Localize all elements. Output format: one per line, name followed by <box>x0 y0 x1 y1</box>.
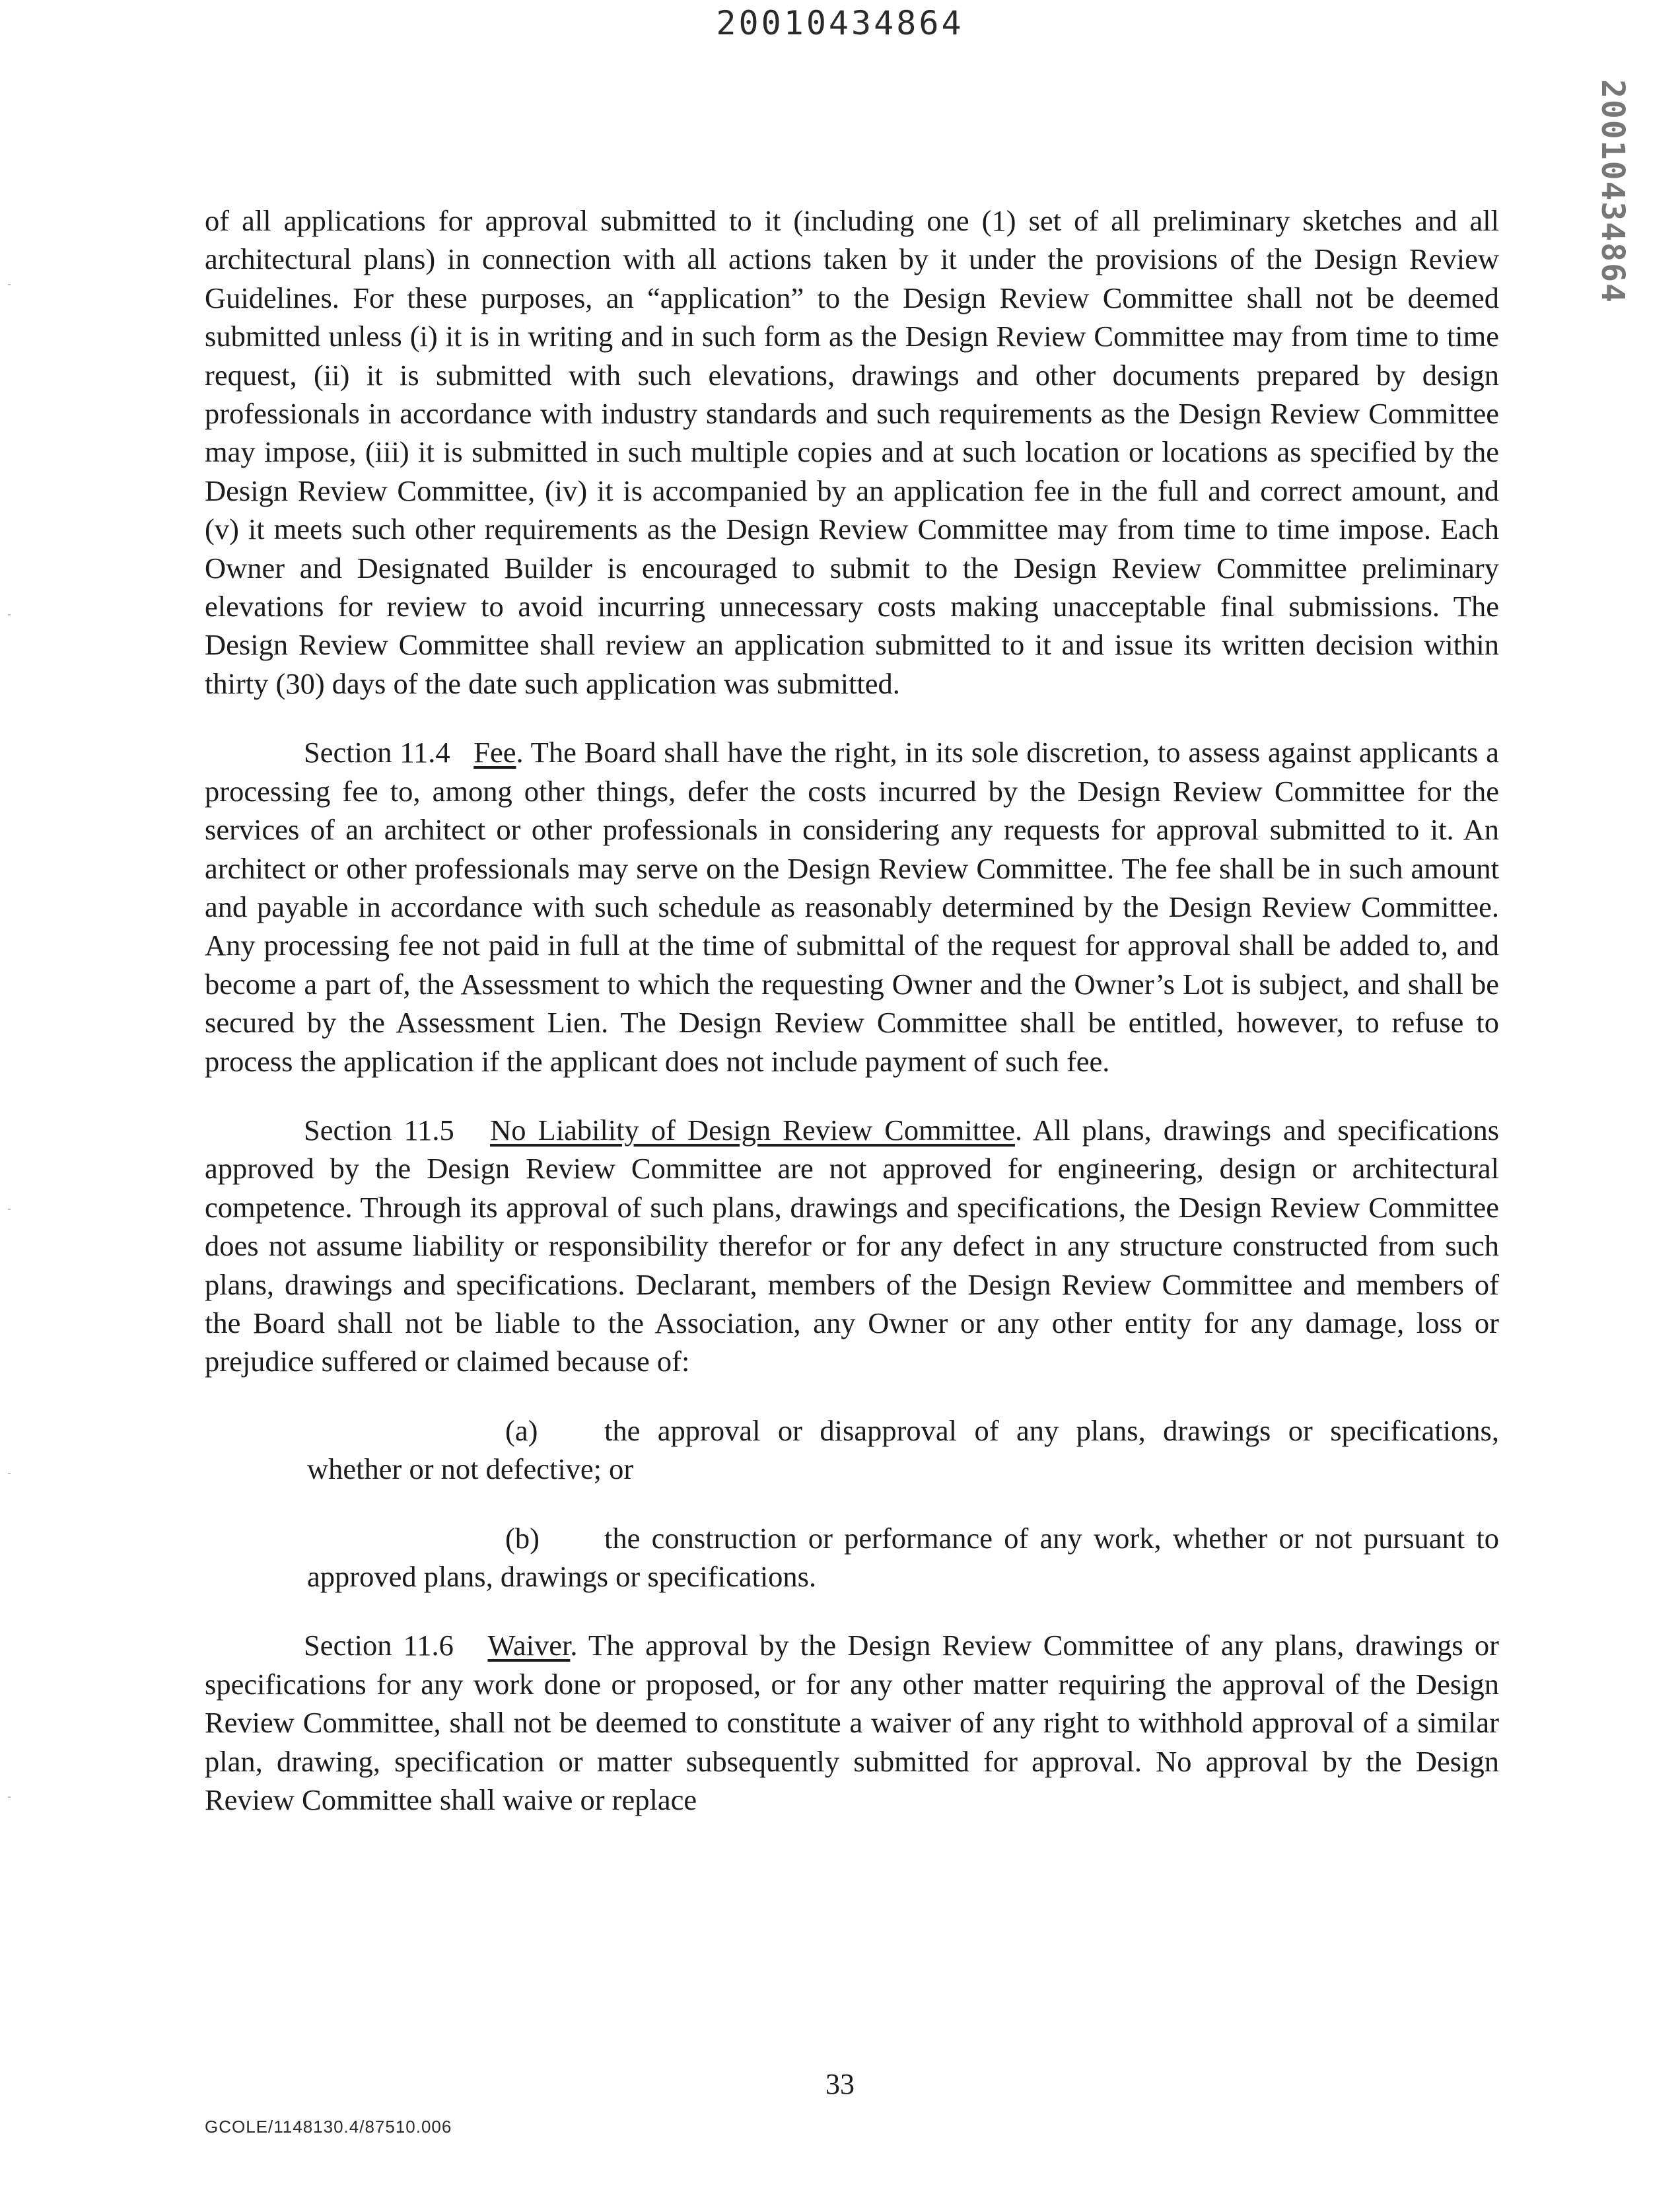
document-body <box>205 201 1499 1819</box>
document-code: GCOLE/1148130.4/87510.006 <box>205 2117 452 2137</box>
side-recording-stamp: 20010434864 <box>1594 79 1631 304</box>
list-item-a-letter: (a) <box>505 1413 538 1447</box>
section-11-4-title: Fee <box>473 736 516 769</box>
scan-mark <box>8 614 11 616</box>
document-number: 20010434864 <box>716 4 964 42</box>
section-11-5-text: . All plans, drawings and specifications approved by the Design Review Committee are not approved for engineering, design or architectural competence. Through its approval of such plans, drawings and specifications, the Design Review Committee does not assume liability or responsibility therefor or for any defect in any structure constructed from such plans, drawings and specifications. Declarant, members of the Design Review Committee and members of the Board shall not be liable to the Association, any Owner or any other entity for any damage, loss or prejudice suffered or claimed because of: <box>205 1113 1500 1378</box>
list-item-b-text: the construction or performance of any work, whether or not pursuant to approved plans, drawings or specifications. <box>307 1521 1499 1593</box>
section-11-6-paragraph <box>205 1626 1499 1819</box>
section-11-6-title: Waiver <box>487 1629 571 1662</box>
section-11-4-text: . The Board shall have the right, in its sole discretion, to assess against applicants a processing fee to, among other things, defer the costs incurred by the Design Review Committee for the services of an architect or other professionals in considering any requests for approval submitted to it. An architect or other professionals may serve on the Design Review Committee. The fee shall be in such amount and payable in accordance with such schedule as reasonably determined by the Design Review Committee. Any processing fee not paid in full at the time of submittal of the request for approval shall be added to, and become a part of, the Assessment to which the requesting Owner and the Owner’s Lot is subject, and shall be secured by the Assessment Lien. The Design Review Committee shall be entitled, however, to refuse to process the application if the applicant does not include payment of such fee. <box>205 736 1500 1078</box>
list-item-a-text: the approval or disapproval of any plans, drawings or specifications, whether or not defective; or <box>307 1413 1499 1486</box>
section-11-6-label: Section 11.6 <box>304 1629 454 1662</box>
list-item-b-letter: (b) <box>505 1521 540 1555</box>
section-11-5-label: Section 11.5 <box>304 1113 454 1147</box>
section-11-5-paragraph <box>205 1111 1499 1381</box>
page-number: 33 <box>825 2068 855 2100</box>
scan-mark <box>8 1796 11 1798</box>
section-11-6-text: . The approval by the Design Review Committee of any plans, drawings or specifications for any work done or proposed, or for any other matter requiring the approval of the Design Review Committee, shall not be deemed to constitute a waiver of any right to withhold approval of a similar plan, drawing, specification or matter subsequently submitted for approval. No approval by the Design Review Committee shall waive or replace <box>205 1629 1499 1817</box>
section-11-4-label: Section 11.4 <box>304 736 450 769</box>
section-11-5-title: No Liability of Design Review Committee <box>490 1113 1015 1147</box>
list-item-b <box>205 1519 1499 1596</box>
scan-mark <box>8 284 11 285</box>
scan-mark <box>8 1473 11 1474</box>
continuation-paragraph: of all applications for approval submitted to it (including one (1) set of all preliminary sketches and all architectural plans) in connection with all actions taken by it under the provisions of the Design Review Guidelines. For these purposes, an “application” to the Design Review Committee shall not be deemed submitted unless (i) it is in writing and in such form as the Design Review Committee may from time to time request, (ii) it is submitted with such elevations, drawings and other documents prepared by design professionals in accordance with industry standards and such requirements as the Design Review Committee may impose, (iii) it is submitted in such multiple copies and at such location or locations as specified by the Design Review Committee, (iv) it is accompanied by an application fee in the full and correct amount, and (v) it meets such other requirements as the Design Review Committee may from time to time impose. Each Owner and Designated Builder is encouraged to submit to the Design Review Committee preliminary elevations for review to avoid incurring unnecessary costs making unacceptable final submissions. The Design Review Committee shall review an application submitted to it and issue its written decision within thirty (30) days of the date such application was submitted. <box>205 204 1499 700</box>
section-11-4-paragraph <box>205 733 1499 1081</box>
scan-mark <box>8 1209 11 1210</box>
list-item-a <box>205 1411 1499 1489</box>
